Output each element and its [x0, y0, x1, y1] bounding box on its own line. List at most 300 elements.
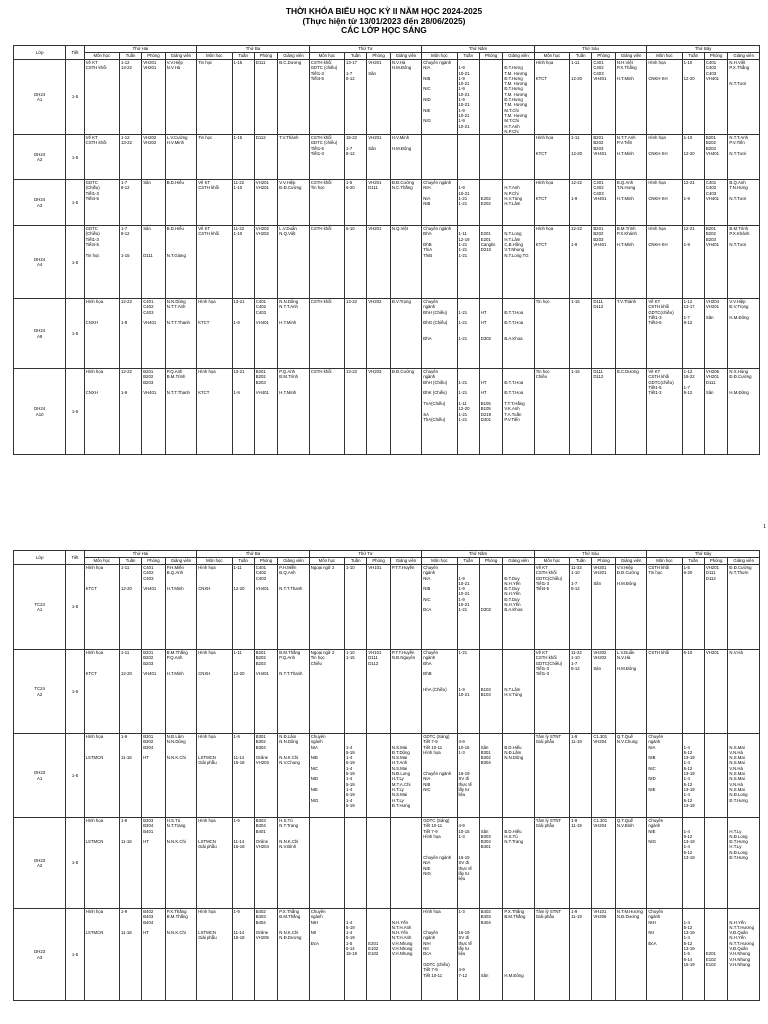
- cell-line: VH401: [593, 196, 607, 202]
- cell-line: CSTH khối: [648, 304, 670, 310]
- cell-line: 16-18: [233, 844, 245, 850]
- cell-line: VH101: [368, 565, 382, 570]
- cell-line: Tiết4-5: [85, 242, 99, 248]
- period: 1-5: [66, 734, 84, 818]
- cell-line: GDTC(chiều): [648, 379, 674, 385]
- cell-line: E201: [480, 236, 491, 242]
- cell-line: 5-12: [683, 765, 693, 771]
- cell-line: ngành: [423, 935, 436, 941]
- header-sub: Phòng: [367, 558, 391, 565]
- period: 1-5: [66, 818, 84, 909]
- room-cell: [142, 650, 166, 734]
- cell-line: 13-22: [120, 65, 132, 71]
- cell-line: M.T.A.Chi: [391, 781, 411, 787]
- cell-line: 1-9: [571, 909, 578, 914]
- cell-line: N.S.Mai: [391, 765, 408, 771]
- cell-line: 5-12: [683, 749, 693, 755]
- cell-line: 5-12: [683, 797, 693, 803]
- cell-line: Chuyên: [423, 930, 439, 936]
- cell-line: B203: [705, 236, 716, 242]
- cell-line: H.T.Anh: [391, 760, 408, 766]
- cell-line: 10-15: [458, 828, 470, 834]
- cell-line: E201: [368, 940, 379, 946]
- cell-line: Giải phẫu: [198, 935, 217, 941]
- cell-line: CSTH khối: [198, 185, 219, 191]
- lecturer-cell: [503, 909, 534, 1001]
- title-block: [0, 7, 768, 36]
- cell-line: NIH: [310, 919, 319, 925]
- header-sub: Giảng viên: [728, 558, 760, 565]
- cell-line: N.N.K.Chi: [166, 930, 186, 936]
- cell-line: NIH: [423, 185, 431, 191]
- cell-line: [481, 771, 502, 776]
- cell-line: HT: [480, 390, 487, 396]
- class-row: [14, 369, 760, 455]
- cell-line: VH202: [255, 231, 269, 237]
- cell-line: H.T.Minh: [616, 151, 634, 157]
- cell-line: NIA: [423, 196, 431, 202]
- cell-line: 12-20: [683, 75, 695, 81]
- cell-line: 1-9: [233, 734, 240, 739]
- class-name: [14, 909, 66, 1001]
- cell-line: B203: [143, 379, 154, 385]
- cell-line: ĐhB: [423, 242, 432, 248]
- cell-line: [346, 818, 365, 823]
- cell-line: 1-4: [346, 797, 353, 803]
- cell-line: 11-14: [233, 755, 245, 761]
- cell-line: 1-4: [683, 760, 690, 766]
- subject-cell: [647, 60, 682, 135]
- cell-line: VH201: [593, 570, 607, 576]
- cell-line: 12-21: [683, 226, 695, 232]
- week-cell: [119, 565, 141, 650]
- period: 1-5: [66, 226, 84, 299]
- cell-line: 5-12: [683, 940, 693, 946]
- cell-line: D219: [480, 411, 492, 417]
- cell-line: 1-11: [233, 650, 242, 655]
- cell-line: 12-21: [683, 180, 695, 186]
- cell-line: [481, 135, 502, 140]
- cell-line: VH205: [255, 935, 269, 941]
- cell-line: 11-18: [120, 755, 132, 761]
- cell-line: CNXH: [85, 390, 98, 396]
- cell-line: B.Q.Anh: [166, 570, 183, 576]
- subject-cell: [309, 299, 344, 369]
- cell-line: VH202: [143, 140, 157, 146]
- cell-line: VH401: [593, 242, 607, 248]
- cell-line: H.M.Đông: [504, 972, 524, 978]
- week-cell: [119, 226, 141, 299]
- cell-line: SA: [423, 411, 429, 417]
- cell-line: B105: [480, 400, 491, 406]
- cell-line: VH204: [255, 844, 269, 850]
- cell-line: Tiết1-3: [648, 390, 662, 396]
- cell-line: 12-22: [120, 369, 132, 375]
- cell-line: Sân: [143, 180, 151, 186]
- cell-line: Tin học: [535, 299, 550, 305]
- cell-line: VH201: [255, 180, 269, 186]
- lecturer-cell: [278, 650, 309, 734]
- cell-line: 1-4: [683, 744, 690, 750]
- cell-line: N.Đ.Long: [729, 792, 748, 798]
- cell-line: TnA(Chiều): [423, 400, 446, 406]
- cell-line: 1-5: [683, 951, 690, 957]
- cell-line: [311, 818, 343, 823]
- lecturer-cell: [278, 180, 309, 226]
- cell-line: V.K.Anh: [504, 406, 520, 412]
- cell-line: NIB: [423, 75, 431, 81]
- cell-line: B103: [480, 687, 491, 693]
- subject-cell: [534, 565, 569, 650]
- subject-cell: [422, 734, 457, 818]
- cell-line: C402: [705, 65, 717, 71]
- room-cell: [254, 650, 278, 734]
- cell-line: 1-9: [458, 185, 465, 191]
- cell-line: B303: [480, 833, 491, 839]
- cell-line: HT: [143, 839, 149, 845]
- subject-cell: [647, 650, 682, 734]
- lecturer-cell: [503, 734, 534, 818]
- class-name: [14, 135, 66, 180]
- room-cell: [592, 734, 616, 818]
- header-sub: Phòng: [704, 558, 728, 565]
- week-cell: [682, 650, 704, 734]
- header-sub: Môn học: [422, 558, 457, 565]
- cell-line: P.X.Thắng: [729, 65, 750, 71]
- cell-line: 1-21: [458, 247, 468, 253]
- room-cell: [142, 180, 166, 226]
- cell-line: P.V.Tiến: [504, 416, 520, 422]
- week-cell: [682, 565, 704, 650]
- cell-line: H.V.Minh: [391, 135, 410, 141]
- week-cell: [345, 180, 367, 226]
- lecturer-cell: [728, 226, 760, 299]
- cell-line: Hình họa: [85, 909, 104, 914]
- room-cell: [254, 369, 278, 455]
- cell-line: Giải phẫu: [198, 760, 217, 766]
- cell-line: 6-20: [683, 570, 693, 576]
- cell-line: Vẽ KT: [648, 299, 661, 305]
- cell-line: 1-7: [683, 315, 690, 321]
- week-cell: [457, 734, 479, 818]
- cell-line: 1-15: [346, 655, 355, 661]
- cell-line: T.M. Hương: [504, 102, 528, 108]
- cell-line: ngành: [423, 655, 436, 661]
- header-sub: Tuần: [345, 53, 367, 60]
- cell-line: 1-5: [683, 565, 690, 570]
- cell-line: P.X.Thắng: [279, 909, 300, 914]
- cell-line: N.P.Chi: [504, 128, 519, 134]
- cell-line: N.T.T.Thanh: [279, 586, 303, 592]
- cell-line: 1-12: [120, 60, 130, 65]
- header-sub: Môn học: [309, 558, 344, 565]
- cell-line: 5-12: [683, 833, 693, 839]
- cell-line: 1-21: [458, 201, 468, 207]
- subject-cell: [309, 909, 344, 1001]
- cell-line: Tiết1-3: [85, 190, 99, 196]
- cell-line: VH206: [593, 914, 607, 920]
- cell-line: LSTMCN: [85, 930, 104, 936]
- cell-line: B201: [593, 226, 604, 232]
- cell-line: VH201: [705, 565, 719, 570]
- cell-line: N.S.Mai: [391, 744, 408, 750]
- cell-line: V.N.Hà: [729, 781, 743, 787]
- subject-cell: [197, 565, 232, 650]
- week-cell: [682, 299, 704, 369]
- cell-line: ThiA: [423, 247, 433, 253]
- cell-line: B304: [255, 744, 266, 750]
- cell-line: CSTH khối: [648, 565, 670, 570]
- cell-line: B202: [705, 140, 716, 146]
- cell-line: 1-9: [120, 734, 128, 739]
- cell-line: Sân: [368, 70, 376, 76]
- cell-line: VH204: [593, 823, 607, 829]
- cell-line: 1-4: [346, 765, 353, 771]
- cell-line: N.N.K.Chi: [279, 755, 299, 761]
- cell-line: B203: [255, 660, 266, 666]
- cell-line: Vẽ KT: [535, 565, 548, 570]
- week-cell: [232, 565, 254, 650]
- cell-line: LSTMCN: [85, 755, 104, 761]
- cell-line: NIC: [423, 596, 431, 602]
- room-cell: [254, 818, 278, 909]
- cell-line: Tiết 10-11: [423, 744, 443, 750]
- cell-line: B.A.Khoa: [504, 607, 523, 613]
- week-cell: [119, 818, 141, 909]
- cell-line: P.H.Miền: [279, 565, 297, 570]
- cell-line: 1-4: [346, 930, 353, 936]
- cell-line: VH201: [705, 650, 719, 655]
- subject-cell: [534, 909, 569, 1001]
- header-row-sub: [14, 53, 760, 60]
- title-line-1: THỜI KHÓA BIỂU HỌC KỲ II NĂM HỌC 2024-2025: [285, 6, 483, 16]
- cell-line: 13-17: [346, 60, 358, 65]
- cell-line: D302: [480, 607, 492, 613]
- room-cell: [592, 135, 616, 180]
- subject-cell: [422, 135, 457, 180]
- subject-cell: [534, 299, 569, 369]
- lecturer-cell: [165, 226, 196, 299]
- room-cell: [704, 299, 728, 369]
- cell-line: ngành: [310, 739, 323, 745]
- cell-line: CSTH khối: [310, 226, 332, 232]
- room-cell: [254, 180, 278, 226]
- subject-cell: [84, 909, 119, 1001]
- cell-line: V.V.Hiệp: [616, 565, 634, 570]
- subject-cell: [197, 818, 232, 909]
- cell-line: 13-22: [346, 299, 358, 305]
- cell-line: P.X.Khánh: [729, 231, 750, 237]
- week-cell: [119, 909, 141, 1001]
- cell-line: H.M.Đông: [729, 315, 749, 321]
- cell-line: 11-22: [233, 180, 245, 186]
- cell-line: NIB: [310, 755, 318, 761]
- header-sub: Môn học: [422, 53, 457, 60]
- cell-line: 5-19: [346, 781, 355, 787]
- cell-line: VH201: [143, 65, 157, 71]
- header-sub: Phòng: [479, 53, 503, 60]
- cell-line: ĐhG (Chiều): [423, 320, 448, 326]
- week-cell: [570, 180, 592, 226]
- cell-line: VH401: [705, 75, 719, 81]
- cell-line: 1-21: [458, 336, 468, 342]
- subject-cell: [647, 226, 682, 299]
- cell-line: T.M. Hương: [504, 81, 528, 87]
- class-name-part: A2: [37, 691, 43, 697]
- class-name-part: DH24: [34, 197, 46, 203]
- room-cell: [704, 60, 728, 135]
- cell-line: 1-12: [683, 369, 693, 375]
- cell-line: H.T.Ly: [729, 844, 742, 850]
- subject-cell: [534, 650, 569, 734]
- cell-line: VH401: [143, 320, 157, 326]
- cell-line: 1-9: [458, 118, 465, 124]
- cell-line: 1-9: [233, 818, 240, 823]
- cell-line: KTCT: [198, 390, 210, 396]
- header-sub: Tuần: [570, 53, 592, 60]
- cell-line: N.S.Mai: [729, 755, 745, 761]
- cell-line: Đ.T.Hưng: [504, 97, 523, 103]
- cell-line: N.S.Mai: [729, 744, 745, 750]
- subject-cell: [534, 226, 569, 299]
- class-name-part: A3: [37, 954, 43, 960]
- cell-line: ngành: [648, 739, 661, 745]
- header-sub: Phòng: [254, 558, 278, 565]
- header-sub: Giảng viên: [278, 558, 309, 565]
- room-cell: [479, 650, 503, 734]
- header-lop: Lớp: [14, 46, 66, 60]
- cell-line: ĐcA: [423, 607, 432, 613]
- cell-line: Online: [255, 755, 269, 761]
- lecturer-cell: [728, 650, 760, 734]
- header-day: Thứ Năm: [422, 46, 535, 53]
- cell-line: Hình họa: [423, 833, 441, 839]
- cell-line: Đ.T.T.Hoa: [504, 320, 524, 326]
- cell-line: 1-21: [458, 390, 468, 396]
- cell-line: H.S.Tú: [504, 833, 518, 839]
- class-name-part: DH24: [34, 328, 46, 334]
- week-cell: [457, 226, 479, 299]
- cell-line: 5-19: [346, 924, 355, 930]
- cell-line: Tiết1-5: [310, 145, 324, 151]
- cell-line: B403: [480, 914, 491, 920]
- cell-line: VH401: [143, 671, 157, 677]
- cell-line: D111: [593, 299, 603, 305]
- lecturer-cell: [278, 226, 309, 299]
- cell-line: B201: [255, 650, 266, 655]
- cell-line: N.Đ.Lâm: [166, 734, 184, 739]
- cell-line: T.N.Hưng: [616, 185, 636, 191]
- cell-line: 1-10: [346, 565, 355, 570]
- subject-cell: [197, 180, 232, 226]
- cell-line: P.X.Thắng: [166, 909, 187, 914]
- header-sub: Phòng: [592, 53, 616, 60]
- cell-line: N.T.T.Hương: [729, 940, 754, 946]
- cell-line: N.T.T.Anh: [729, 135, 749, 141]
- cell-line: Tiết4-5: [535, 586, 549, 592]
- cell-line: B202: [255, 655, 266, 661]
- cell-line: Tin học: [310, 655, 325, 661]
- cell-line: N.Đ.Dương: [279, 935, 302, 941]
- cell-line: Hình họa: [648, 60, 666, 65]
- subject-cell: [534, 135, 569, 180]
- timetable-2: [13, 550, 760, 1001]
- cell-line: N.N.Dũng: [166, 739, 186, 745]
- cell-line: B203: [705, 145, 716, 151]
- header-sub: Môn học: [647, 558, 682, 565]
- cell-line: 1-9: [458, 687, 465, 693]
- cell-line: NIA: [423, 860, 431, 866]
- cell-line: 13-19: [683, 802, 695, 808]
- header-sub: Phòng: [142, 558, 166, 565]
- cell-line: NIG: [648, 839, 656, 845]
- room-cell: [592, 226, 616, 299]
- lecturer-cell: [390, 650, 421, 734]
- cell-line: 1-9: [120, 818, 128, 823]
- cell-line: lấy tư: [458, 786, 470, 792]
- cell-line: B303: [255, 818, 266, 823]
- cell-line: 12-20: [571, 151, 583, 157]
- cell-line: Hình họa: [535, 60, 554, 65]
- week-cell: [345, 734, 367, 818]
- lecturer-cell: [615, 650, 646, 734]
- room-cell: [367, 299, 391, 369]
- cell-line: KTCT: [85, 586, 97, 592]
- cell-line: VH401: [705, 196, 719, 202]
- cell-line: 5-19: [346, 771, 355, 777]
- week-cell: [682, 60, 704, 135]
- cell-line: VH201: [368, 60, 382, 65]
- cell-line: Đ.T.T.Hoa: [504, 390, 524, 396]
- room-cell: [254, 734, 278, 818]
- week-cell: [119, 650, 141, 734]
- header-sub: Môn học: [197, 558, 232, 565]
- cell-line: H.T.Anh: [504, 185, 520, 191]
- room-cell: [592, 818, 616, 909]
- cell-line: NIG: [423, 870, 431, 876]
- cell-line: E201: [480, 231, 491, 237]
- week-cell: [570, 60, 592, 135]
- cell-line: D111: [143, 252, 153, 258]
- cell-line: 5-19: [346, 792, 355, 798]
- cell-line: N.Đ.Lâm: [279, 734, 297, 739]
- cell-line: C403: [593, 70, 604, 76]
- subject-cell: [422, 226, 457, 299]
- cell-line: VH401: [255, 320, 269, 326]
- subject-cell: [309, 135, 344, 180]
- week-cell: [457, 909, 479, 1001]
- cell-line: 1-3: [458, 749, 465, 755]
- cell-line: Giải phẫu: [535, 739, 555, 745]
- week-cell: [119, 734, 141, 818]
- cell-line: P.Q.Anh: [166, 655, 183, 661]
- cell-line: Sân: [480, 744, 489, 750]
- cell-line: N.H.Yến: [391, 919, 409, 925]
- cell-line: 1-7: [683, 385, 690, 391]
- cell-line: B402: [255, 909, 266, 914]
- cell-line: CNKH KH: [648, 196, 668, 202]
- cell-line: N.N.Dũng: [279, 739, 299, 745]
- cell-line: N.T.Tươi: [729, 151, 747, 157]
- lecturer-cell: [615, 180, 646, 226]
- cell-line: C403: [705, 70, 717, 76]
- cell-line: B301: [143, 734, 154, 739]
- cell-line: M.T.Chi: [504, 107, 519, 113]
- class-name-part: A9: [37, 333, 43, 339]
- lecturer-cell: [278, 909, 309, 1001]
- subject-cell: [422, 299, 457, 369]
- cell-line: Hình họa: [648, 226, 666, 232]
